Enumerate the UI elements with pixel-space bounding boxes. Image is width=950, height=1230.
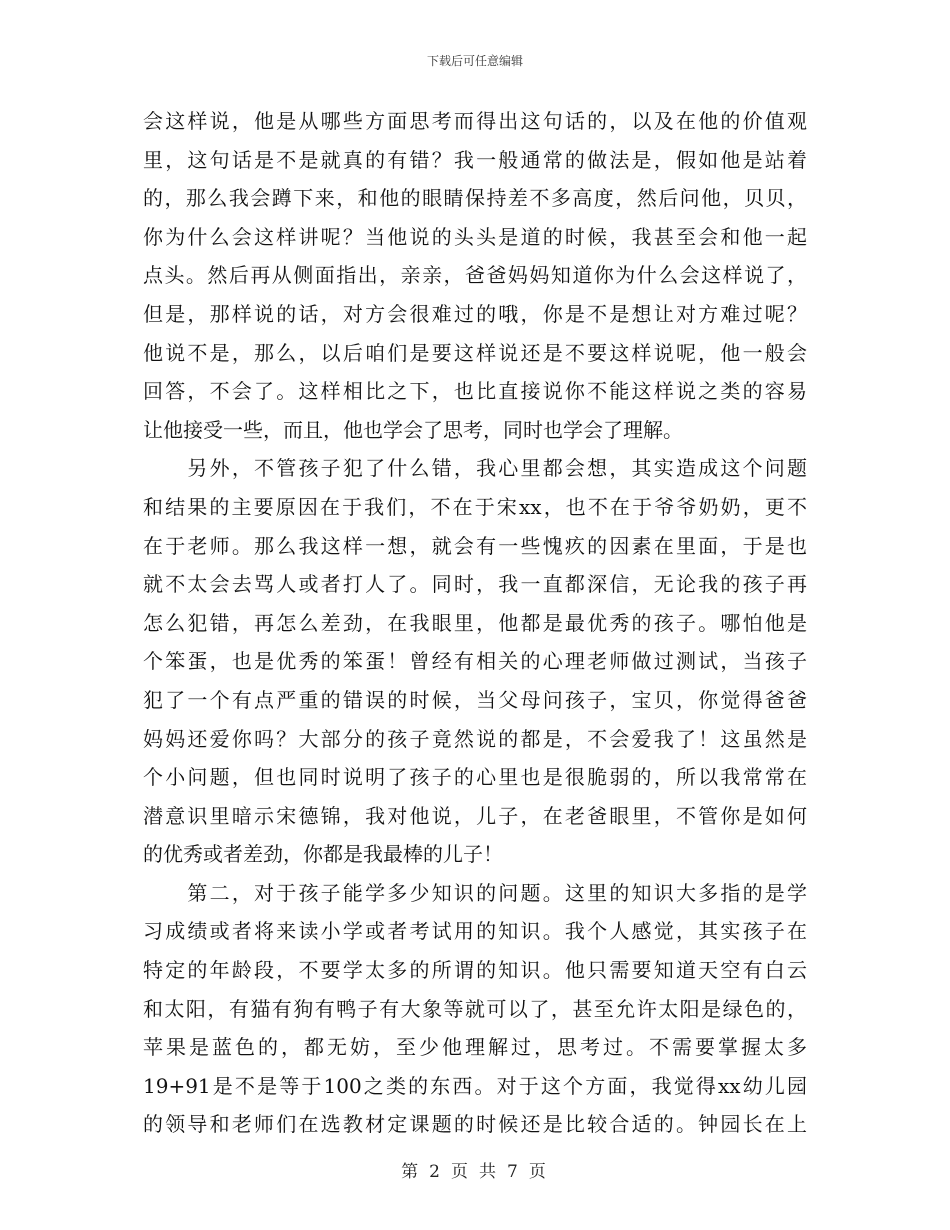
text-line: 的优秀或者差劲，你都是我最棒的儿子！ <box>143 842 503 867</box>
text-line: 会这样说，他是从哪些方面思考而得出这句话的，以及在他的价值观 <box>143 109 807 133</box>
text-line: 就不太会去骂人或者打人了。同时，我一直都深信，无论我的孩子再 <box>143 572 807 597</box>
text-line: 个笨蛋，也是优秀的笨蛋！曾经有相关的心理老师做过测试，当孩子 <box>143 649 807 674</box>
text-line: 另外，不管孩子犯了什么错，我心里都会想，其实造成这个问题 <box>143 456 807 481</box>
text-line: 里，这句话是不是就真的有错？我一般通常的做法是，假如他是站着 <box>143 147 807 172</box>
page-header-note: 下载后可任意编辑 <box>426 54 523 68</box>
text-line: 的领导和老师们在选教材定课题的时候还是比较合适的。钟园长在上 <box>143 1112 807 1137</box>
text-line: 19+91是不是等于100之类的东西。对于这个方面，我觉得xx幼儿园 <box>143 1073 807 1098</box>
text-line: 但是，那样说的话，对方会很难过的哦，你是不是想让对方难过呢？ <box>143 301 807 326</box>
text-line: 第二，对于孩子能学多少知识的问题。这里的知识大多指的是学 <box>143 880 807 905</box>
text-line: 他说不是，那么，以后咱们是要这样说还是不要这样说呢，他一般会 <box>143 340 807 365</box>
text-line: 妈妈还爱你吗？大部分的孩子竟然说的都是，不会爱我了！这虽然是 <box>143 726 807 751</box>
text-line: 的，那么我会蹲下来，和他的眼睛保持差不多高度，然后问他，贝贝， <box>143 186 807 211</box>
footer-suffix: 页 <box>528 1162 549 1182</box>
footer-page-word: 页 <box>451 1162 471 1182</box>
text-line: 个小问题，但也同时说明了孩子的心里也是很脆弱的，所以我常常在 <box>143 765 807 790</box>
total-page-number: 7 <box>507 1162 521 1182</box>
text-line: 和太阳，有猫有狗有鸭子有大象等就可以了，甚至允许太阳是绿色的， <box>143 996 807 1021</box>
text-line: 苹果是蓝色的，都无妨，至少他理解过，思考过。不需要掌握太多 <box>143 1035 807 1060</box>
footer-prefix: 第 <box>401 1162 422 1182</box>
text-line: 你为什么会这样讲呢？当他说的头头是道的时候，我甚至会和他一起 <box>143 224 807 249</box>
text-line: 潜意识里暗示宋德锦，我对他说，儿子，在老爸眼里，不管你是如何 <box>143 803 807 828</box>
document-body <box>143 102 807 1144</box>
current-page-number: 2 <box>429 1162 443 1182</box>
text-line: 和结果的主要原因在于我们，不在于宋xx，也不在于爷爷奶奶，更不 <box>143 494 807 519</box>
text-line: 犯了一个有点严重的错误的时候，当父母问孩子，宝贝，你觉得爸爸 <box>143 687 807 712</box>
page-number-footer <box>0 1157 950 1182</box>
footer-total-word: 共 <box>479 1162 499 1182</box>
text-line: 特定的年龄段，不要学太多的所谓的知识。他只需要知道天空有白云 <box>143 958 807 983</box>
text-line: 回答，不会了。这样相比之下，也比直接说你不能这样说之类的容易 <box>143 379 807 404</box>
text-line: 习成绩或者将来读小学或者考试用的知识。我个人感觉，其实孩子在 <box>143 919 807 944</box>
text-line: 在于老师。那么我这样一想，就会有一些愧疚的因素在里面，于是也 <box>143 533 807 558</box>
text-line: 让他接受一些，而且，他也学会了思考，同时也学会了理解。 <box>143 417 683 442</box>
text-line: 怎么犯错，再怎么差劲，在我眼里，他都是最优秀的孩子。哪怕他是 <box>143 610 807 635</box>
text-line: 点头。然后再从侧面指出，亲亲，爸爸妈妈知道你为什么会这样说了， <box>143 263 807 288</box>
